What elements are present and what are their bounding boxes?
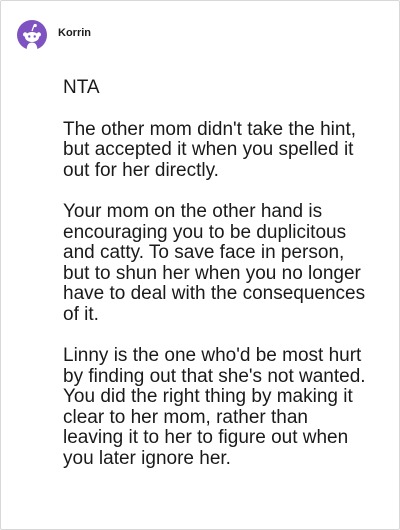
comment-username[interactable]: Korrin bbox=[58, 27, 91, 39]
comment-body bbox=[63, 78, 373, 490]
comment-paragraph: The other mom didn't take the hint, but accepted it when you spelled it out for her directly. bbox=[63, 118, 357, 181]
comment-header bbox=[17, 18, 91, 52]
comment-paragraph: Linny is the one who'd be most hurt by finding out that she's not wanted. You did the right thing by making it clear to her mom, rather than leaving it to her to figure out when you later ignore her. bbox=[63, 345, 366, 469]
comment-paragraph: Your mom on the other hand is encouraging you to be duplicitous and catty. To save face in person, but to shun her when you no longer have to deal with the consequences of it. bbox=[63, 201, 366, 325]
comment-paragraph: NTA bbox=[63, 77, 100, 98]
reddit-snoo-avatar-icon[interactable] bbox=[17, 20, 47, 50]
